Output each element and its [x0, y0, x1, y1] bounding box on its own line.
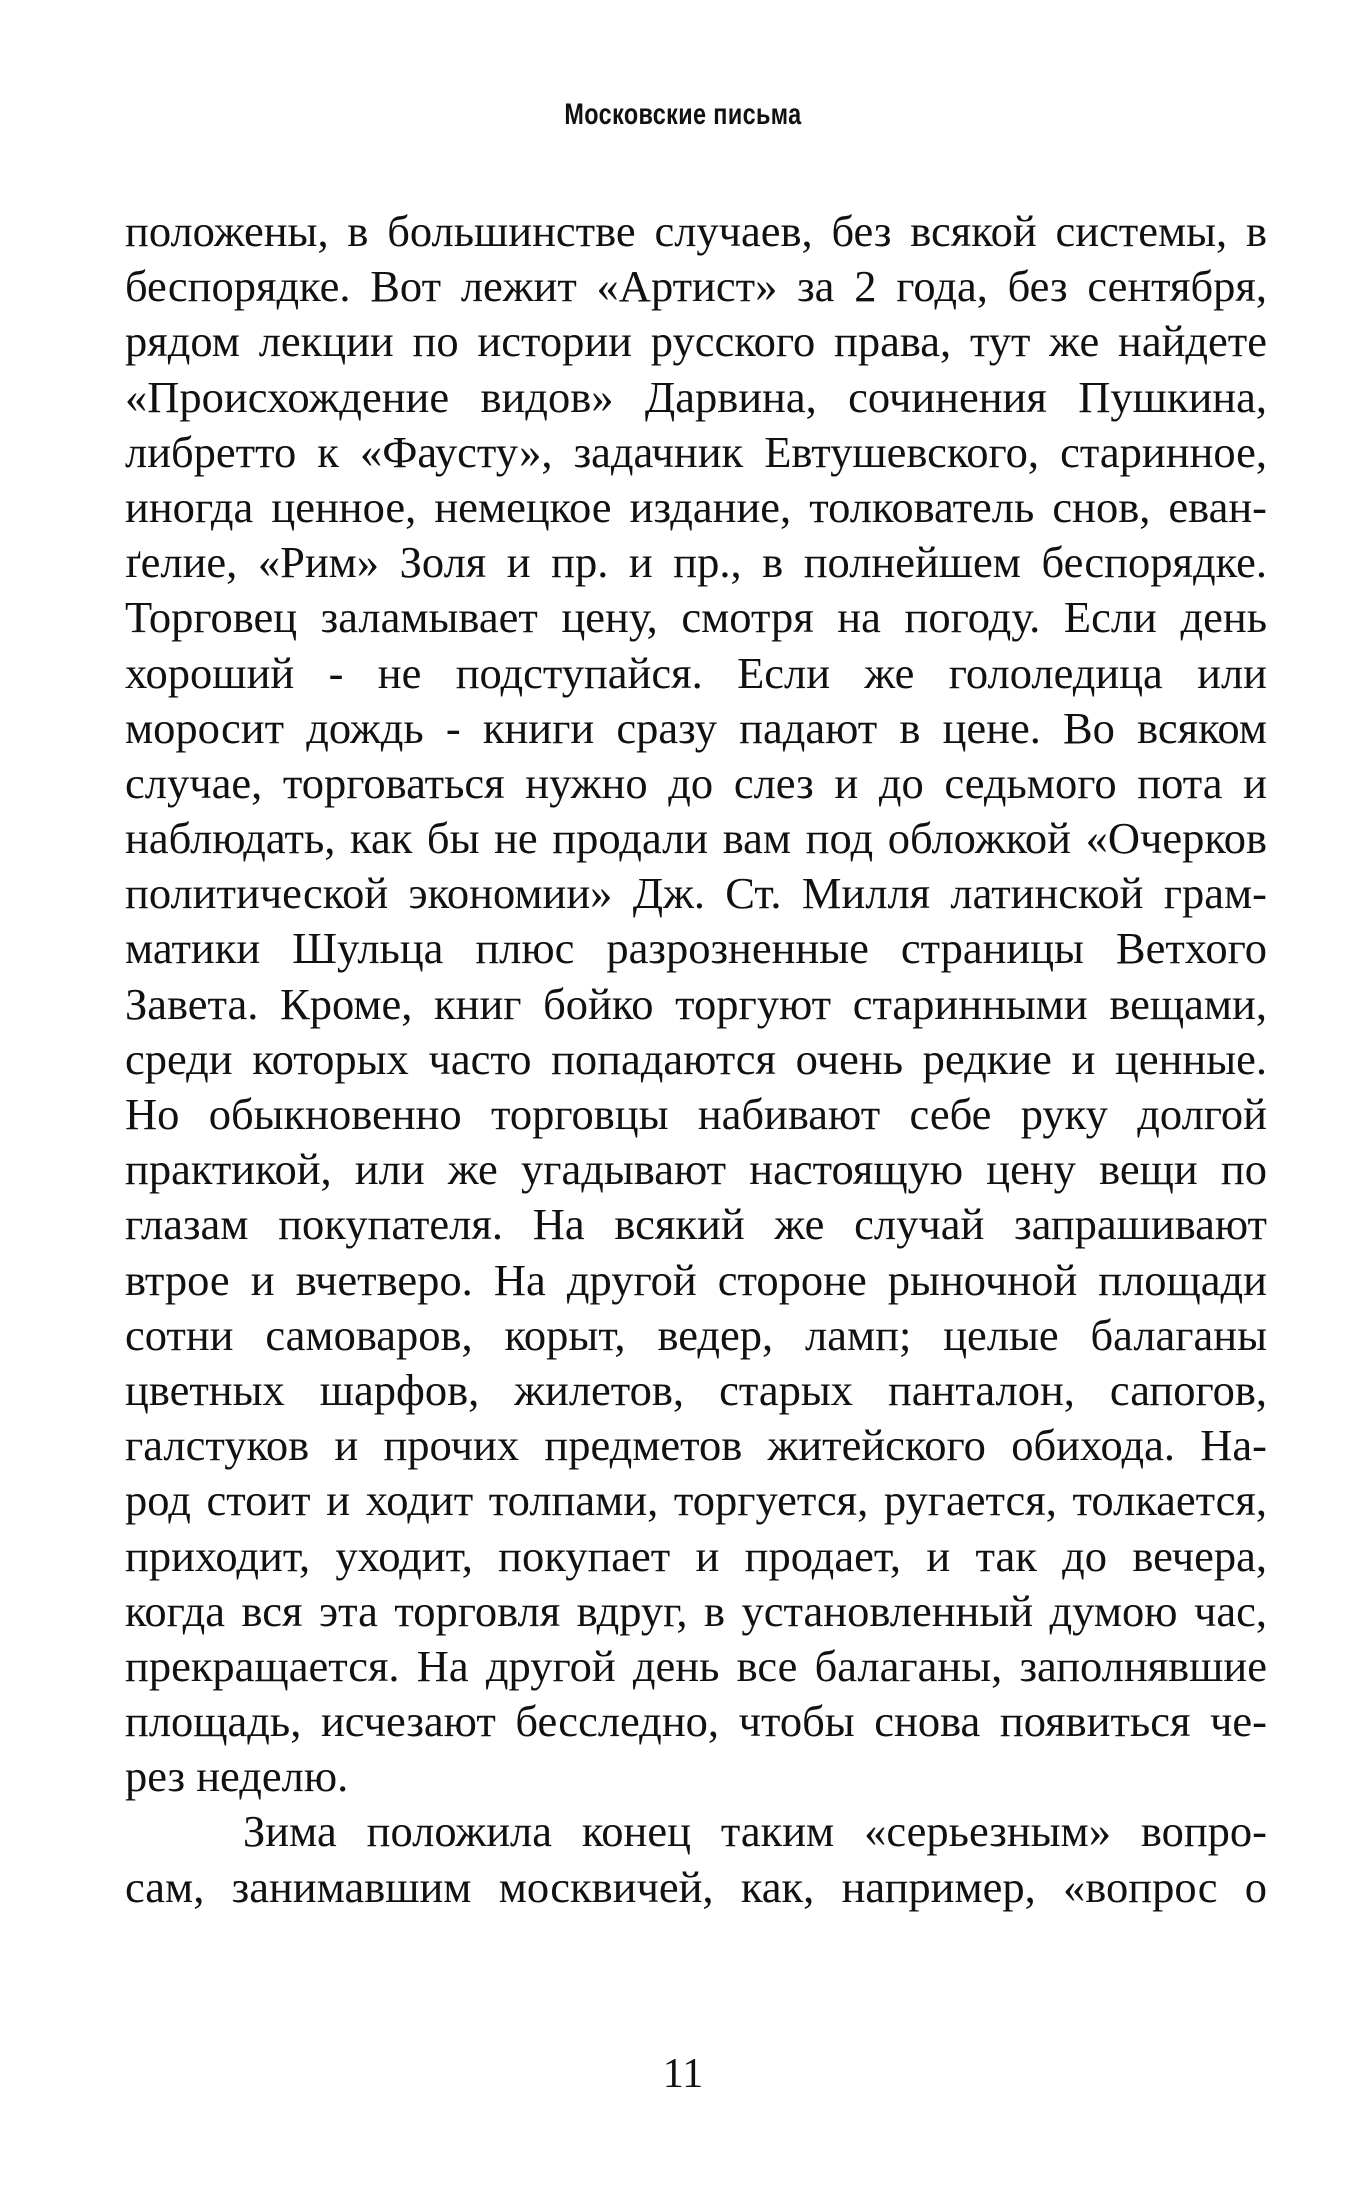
text-line: Но обыкновенно торговцы набивают себе руку долгой	[125, 1089, 1267, 1139]
text-line: галстуков и прочих предметов житейского обихода. На-	[125, 1420, 1267, 1471]
text-line: ґелие, «Рим» Золя и пр. и пр., в полнейшем беспорядке.	[125, 537, 1267, 588]
text-line: иногда ценное, немецкое издание, толкователь снов, еван-	[125, 481, 1267, 532]
running-head: Московские письма	[564, 98, 802, 131]
text-line: цветных шарфов, жилетов, старых панталон, сапогов,	[125, 1364, 1267, 1415]
text-line: беспорядке. Вот лежит «Артист» за 2 года, без сентября,	[125, 261, 1267, 312]
text-line: площадь, исчезают бесследно, чтобы снова появиться че-	[125, 1696, 1267, 1747]
text-line: моросит дождь - книги сразу падают в цене. Во всяком	[125, 702, 1267, 753]
text-line: сотни самоваров, корыт, ведер, ламп; целые балаганы	[125, 1309, 1267, 1360]
text-line: «Происхождение видов» Дарвина, сочинения Пушкина,	[125, 371, 1267, 422]
page-number: 11	[662, 2051, 704, 2097]
text-line: глазам покупателя. На всякий же случай запрашивают	[125, 1199, 1267, 1250]
text-line: Завета. Кроме, книг бойко торгуют старинными вещами,	[125, 978, 1267, 1029]
text-line: род стоит и ходит толпами, торгуется, ругается, толкается,	[125, 1475, 1267, 1526]
text-line: наблюдать, как бы не продали вам под обложкой «Очерков	[125, 813, 1267, 864]
text-line: хороший - не подступайся. Если же гололедица или	[125, 647, 1267, 698]
text-line: случае, торговаться нужно до слез и до седьмого пота и	[125, 757, 1267, 808]
body-text	[125, 204, 1267, 1915]
text-line-paragraph-start: Зима положила конец таким «серьезным» вопро-	[243, 1806, 1267, 1857]
text-line: когда вся эта торговля вдруг, в установленный думою час,	[125, 1585, 1267, 1636]
text-line: матики Шульца плюс разрозненные страницы Ветхого	[125, 923, 1267, 974]
text-line: практикой, или же угадывают настоящую цену вещи по	[125, 1144, 1267, 1195]
text-line: рядом лекции по истории русского права, тут же найдете	[125, 316, 1267, 367]
text-line: среди которых часто попадаются очень редкие и ценные.	[125, 1033, 1267, 1084]
text-line: политической экономии» Дж. Ст. Милля латинской грам-	[125, 868, 1267, 919]
text-line: сам, занимавшим москвичей, как, например, «вопрос о	[125, 1861, 1267, 1912]
text-line: втрое и вчетверо. На другой стороне рыночной площади	[125, 1254, 1267, 1305]
text-line: приходит, уходит, покупает и продает, и так до вечера,	[125, 1530, 1267, 1581]
text-line: положены, в большинстве случаев, без всякой системы, в	[125, 206, 1267, 256]
text-line: прекращается. На другой день все балаганы, заполнявшие	[125, 1640, 1267, 1691]
text-line: Торговец заламывает цену, смотря на погоду. Если день	[125, 592, 1267, 643]
text-line: либретто к «Фаусту», задачник Евтушевского, старинное,	[125, 426, 1267, 477]
text-line-paragraph-end: рез неделю.	[125, 1751, 349, 1802]
